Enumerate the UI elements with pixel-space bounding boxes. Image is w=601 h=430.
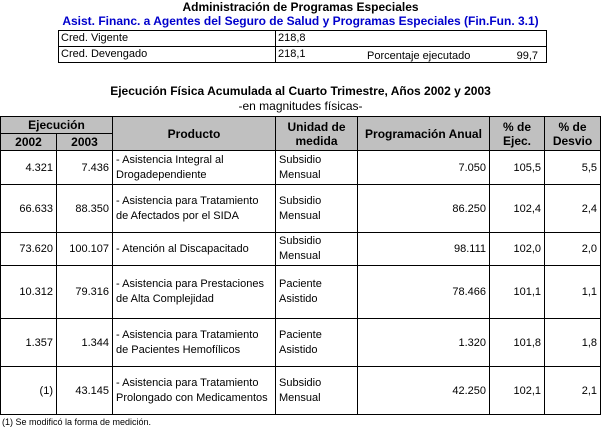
- pct-executed-label: Porcentaje ejecutado: [367, 50, 471, 62]
- cell-programacion: 1.320: [358, 319, 490, 367]
- header-ejecucion: Ejecución: [1, 117, 113, 134]
- cell-producto: - Atención al Discapacitado: [113, 233, 276, 266]
- devengado-label: Cred. Devengado: [61, 48, 148, 60]
- cell-2003: 79.316: [57, 266, 113, 319]
- cell-producto: - Asistencia Integral al Drogadependiente: [113, 151, 276, 185]
- cell-producto: - Asistencia para Tratamiento de Pacientes Hemofílicos: [113, 319, 276, 367]
- section-title: Ejecución Física Acumulada al Cuarto Trimestre, Años 2002 y 2003: [110, 84, 491, 98]
- header-2003: 2003: [57, 134, 113, 151]
- cell-unidad: Subsidio Mensual: [276, 233, 358, 266]
- pct-executed-value: 99,7: [516, 50, 538, 62]
- cell-unidad: Subsidio Mensual: [276, 367, 358, 415]
- cell-pct-ejec: 102,0: [490, 233, 545, 266]
- cell-programacion: 78.466: [358, 266, 490, 319]
- cell-2002: 1.357: [1, 319, 57, 367]
- cell-2002: 66.633: [1, 185, 57, 233]
- header-pct-desvio: % de Desvio: [545, 117, 601, 151]
- vigente-label: Cred. Vigente: [61, 32, 129, 44]
- cell-pct-desvio: 2,4: [545, 185, 601, 233]
- cell-2003: 7.436: [57, 151, 113, 185]
- table-row: [1, 233, 601, 266]
- footnote: (1) Se modificó la forma de medición.: [2, 417, 152, 427]
- table-row: [1, 185, 601, 233]
- cell-2002: 10.312: [1, 266, 57, 319]
- page-subtitle: Asist. Financ. a Agentes del Seguro de Salud y Programas Especiales (Fin.Fun. 3.1): [62, 14, 539, 28]
- header-producto: Producto: [113, 117, 276, 151]
- cell-2003: 100.107: [57, 233, 113, 266]
- cell-producto: - Asistencia para Tratamiento Prolongado con Medicamentos: [113, 367, 276, 415]
- budget-column-divider: [275, 31, 276, 62]
- cell-2002: (1): [1, 367, 57, 415]
- cell-pct-desvio: 1,8: [545, 319, 601, 367]
- cell-programacion: 98.111: [358, 233, 490, 266]
- cell-unidad: Paciente Asistido: [276, 319, 358, 367]
- cell-pct-ejec: 102,1: [490, 367, 545, 415]
- vigente-value: 218,8: [278, 32, 306, 44]
- header-pct-ejec: % de Ejec.: [490, 117, 545, 151]
- cell-pct-desvio: 2,1: [545, 367, 601, 415]
- table-row: [1, 151, 601, 185]
- table-row: [1, 319, 601, 367]
- section-subtitle: -en magnitudes físicas-: [238, 99, 363, 113]
- devengado-value: 218,1: [278, 48, 306, 60]
- cell-programacion: 86.250: [358, 185, 490, 233]
- page-title: Administración de Programas Especiales: [182, 0, 419, 14]
- cell-programacion: 7.050: [358, 151, 490, 185]
- budget-box: [58, 30, 547, 63]
- cell-producto: - Asistencia para Tratamiento de Afectados por el SIDA: [113, 185, 276, 233]
- execution-table: [0, 116, 601, 415]
- table-row: [1, 367, 601, 415]
- cell-pct-ejec: 102,4: [490, 185, 545, 233]
- cell-pct-desvio: 2,0: [545, 233, 601, 266]
- header-unidad: Unidad de medida: [276, 117, 358, 151]
- cell-2003: 1.344: [57, 319, 113, 367]
- cell-unidad: Subsidio Mensual: [276, 151, 358, 185]
- cell-pct-ejec: 101,1: [490, 266, 545, 319]
- cell-pct-desvio: 1,1: [545, 266, 601, 319]
- cell-2002: 4.321: [1, 151, 57, 185]
- cell-pct-desvio: 5,5: [545, 151, 601, 185]
- cell-2003: 43.145: [57, 367, 113, 415]
- cell-2003: 88.350: [57, 185, 113, 233]
- table-row: [1, 266, 601, 319]
- header-2002: 2002: [1, 134, 57, 151]
- cell-producto: - Asistencia para Prestaciones de Alta Complejidad: [113, 266, 276, 319]
- cell-pct-ejec: 101,8: [490, 319, 545, 367]
- cell-2002: 73.620: [1, 233, 57, 266]
- cell-pct-ejec: 105,5: [490, 151, 545, 185]
- header-programacion: Programación Anual: [358, 117, 490, 151]
- cell-unidad: Subsidio Mensual: [276, 185, 358, 233]
- budget-divider: [59, 46, 546, 47]
- cell-programacion: 42.250: [358, 367, 490, 415]
- cell-unidad: Paciente Asistido: [276, 266, 358, 319]
